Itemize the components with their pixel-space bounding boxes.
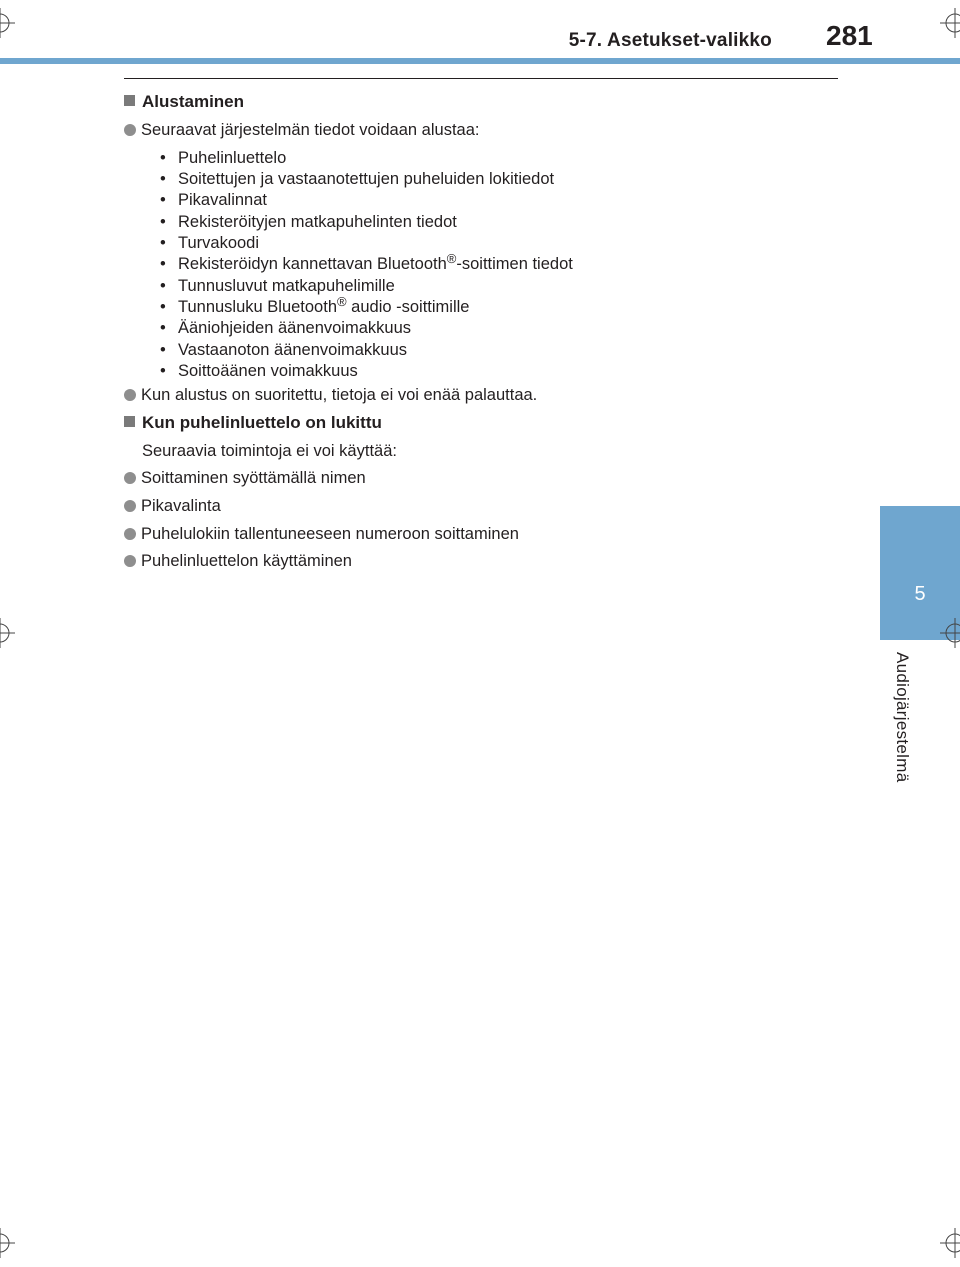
registered-mark: ®: [446, 251, 457, 266]
list-item: [160, 340, 407, 361]
list-item: [124, 497, 221, 516]
bullet: •: [160, 319, 166, 337]
section-heading-text: Alustaminen: [142, 92, 245, 111]
list-item-text: Turvakoodi: [178, 234, 260, 252]
circle-bullet-icon: [124, 528, 136, 540]
list-item: [160, 251, 573, 275]
list-item: [160, 276, 395, 297]
list-item-text: Soitettujen ja vastaanotettujen puheluiden lokitiedot: [178, 170, 555, 188]
list-item-text: Ääniohjeiden äänenvoimakkuus: [178, 319, 411, 337]
header-rule: [124, 78, 838, 79]
list-item: [124, 552, 352, 571]
bullet: •: [160, 298, 166, 316]
circle-bullet-icon: [124, 472, 136, 484]
list-item-text: -soittimen tiedot: [456, 255, 573, 273]
list-item-text: Rekisteröidyn kannettavan Bluetooth: [178, 255, 447, 273]
bullet: •: [160, 234, 166, 252]
section-title: 5-7. Asetukset-valikko: [568, 30, 772, 51]
list-item-text: Pikavalinta: [141, 497, 221, 515]
registered-mark: ®: [337, 294, 347, 309]
intro-text: Seuraavat järjestelmän tiedot voidaan alustaa:: [141, 121, 480, 139]
list-item-text: Pikavalinnat: [178, 191, 267, 209]
bullet: •: [160, 149, 166, 167]
list-item: [160, 318, 411, 339]
header-bar: [0, 58, 960, 64]
bullet: •: [160, 170, 166, 188]
list-item-text: Puhelinluettelo: [178, 149, 287, 167]
list-item: [160, 169, 554, 190]
registration-mark-icon: [940, 1228, 960, 1258]
circle-bullet-icon: [124, 389, 136, 401]
list-item-text: Rekisteröityjen matkapuhelinten tiedot: [178, 213, 457, 231]
chapter-number: 5: [914, 583, 926, 605]
list-item: [160, 148, 286, 169]
bullet: •: [160, 191, 166, 209]
chapter-label: Audiojärjestelmä: [893, 652, 912, 783]
list-item-text: Tunnusluvut matkapuhelimille: [178, 277, 395, 295]
registration-mark-icon: [0, 1228, 15, 1258]
list-item-text: Puhelulokiin tallentuneeseen numeroon soittaminen: [141, 525, 519, 543]
bullet: •: [160, 341, 166, 359]
note-paragraph: [124, 386, 537, 405]
note-text: Kun alustus on suoritettu, tietoja ei voi enää palauttaa.: [141, 386, 538, 404]
list-item: [160, 233, 259, 254]
bullet: •: [160, 213, 166, 231]
list-item: [160, 190, 267, 211]
bullet: •: [160, 255, 166, 273]
section-heading-text: Kun puhelinluettelo on lukittu: [142, 413, 382, 432]
section-heading: [124, 92, 244, 112]
list-item: [160, 212, 457, 233]
section-heading: [124, 413, 382, 433]
list-item-text: Soittaminen syöttämällä nimen: [141, 469, 366, 487]
circle-bullet-icon: [124, 124, 136, 136]
list-item: [124, 469, 366, 488]
registration-mark-icon: [0, 618, 15, 648]
square-bullet-icon: [124, 416, 135, 427]
list-item-text: Vastaanoton äänenvoimakkuus: [178, 341, 408, 359]
circle-bullet-icon: [124, 555, 136, 567]
registration-mark-icon: [0, 8, 15, 38]
bullet: •: [160, 277, 166, 295]
page-number: 281: [826, 20, 873, 51]
list-item: [160, 294, 470, 318]
list-item: [124, 525, 519, 544]
intro-paragraph: [124, 121, 479, 140]
list-item: [160, 361, 358, 382]
registration-mark-icon: [940, 618, 960, 648]
list-item-text: Tunnusluku Bluetooth: [178, 298, 337, 316]
list-item-text: Soittoäänen voimakkuus: [178, 362, 358, 380]
intro-paragraph: Seuraavia toimintoja ei voi käyttää:: [142, 442, 397, 460]
circle-bullet-icon: [124, 500, 136, 512]
list-item-text: Puhelinluettelon käyttäminen: [141, 552, 352, 570]
bullet: •: [160, 362, 166, 380]
square-bullet-icon: [124, 95, 135, 106]
registration-mark-icon: [940, 8, 960, 38]
list-item-text: audio -soittimille: [346, 298, 470, 316]
